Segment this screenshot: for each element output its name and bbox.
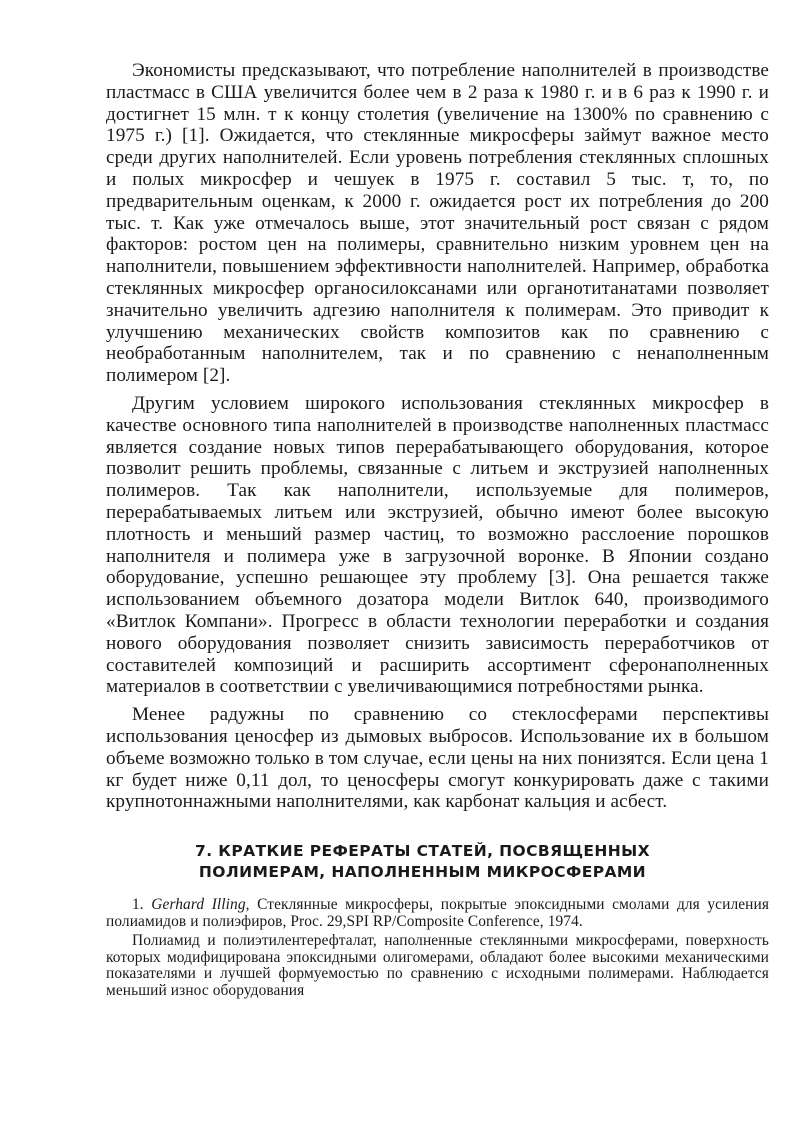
section-heading-line-1: 7. КРАТКИЕ РЕФЕРАТЫ СТАТЕЙ, ПОСВЯЩЕННЫХ (195, 842, 650, 861)
paragraph-fillers-forecast: Экономисты предсказывают, что потребление наполнителей в производстве пластмасс в США увеличится более чем в 2 раза к 1980 г. и в 6 раз к 1990 г. и достигнет 15 млн. т к концу столетия (увеличение на 1300% по сравнению с 1975 г.) [1]. Ожидается, что стеклянные микросферы займут важное место среди других наполнителей. Если уровень потребления стеклянных сплошных и полых микросфер и чешуек в 1975 г. составил 5 тыс. т, то, по предварительным оценкам, к 2000 г. ожидается рост их потребления до 200 тыс. т. Как уже отмечалось выше, этот значительный рост связан с рядом факторов: ростом цен на полимеры, сравнительно низким уровнем цен на наполнители, повышением эффективности наполнителей. Например, обработка стеклянных микросфер органосилоксанами или органотитанатами позволяет значительно увеличить адгезию наполнителя к полимерам. Это приводит к улучшению механических свойств композитов как по сравнению с необработанным наполнителем, так и по сравнению с ненаполненным полимером [2]. (106, 60, 769, 387)
section-heading-line-2: ПОЛИМЕРАМ, НАПОЛНЕННЫМ МИКРОСФЕРАМИ (198, 863, 647, 882)
reference-entry (106, 897, 769, 930)
section-heading (106, 841, 769, 883)
paragraph-cenospheres: Менее радужны по сравнению со стеклосферами перспективы использования ценосфер из дымовых выбросов. Использование их в большом объеме возможно только в том случае, если цены на них понизятся. Если цена 1 кг будет ниже 0,11 дол, то ценосферы смогут конкурировать даже с такими крупнотоннажными наполнителями, как карбонат кальция и асбест. (106, 704, 769, 813)
reference-author: Gerhard Illing, (151, 896, 250, 914)
paragraph-processing-equipment: Другим условием широкого использования стеклянных микросфер в качестве основного типа наполнителей в производстве наполненных пластмасс является создание новых типов перерабатывающего оборудования, которое позволит решить проблемы, связанные с литьем и экструзией наполненных полимеров. Так как наполнители, используемые для полимеров, перерабатываемых литьем или экструзией, обычно имеют более высокую плотность и меньший размер частиц, то возможно расслоение порошков наполнителя и полимера уже в загрузочной воронке. В Японии создано оборудование, успешно решающее эту проблему [3]. Она решается также использованием объемного дозатора модели Витлок 640, производимого «Витлок Компани». Прогресс в области технологии переработки и создания нового оборудования позволяет снизить зависимость переработчиков от составителей композиций и расширить ассортимент сферонаполненных материалов в соответствии с увеличивающимися потребностями рынка. (106, 392, 769, 698)
reference-abstract: Полиамид и полиэтилентерефталат, наполненные стеклянными микросферами, поверхность которых модифицирована эпоксидными олигомерами, обладают более высокими механическими показателями и лучшей формуемостью по сравнению с исходными полимерами. Наблюдается меньший износ оборудования (106, 932, 769, 1000)
reference-number: 1. (132, 896, 144, 914)
reference-text: Стеклянные микросферы, покрытые эпоксидными смолами для усиления полиамидов и полиэфиров, Proc. 29,SPI RP/Composite Conference, 1974. (106, 896, 770, 930)
